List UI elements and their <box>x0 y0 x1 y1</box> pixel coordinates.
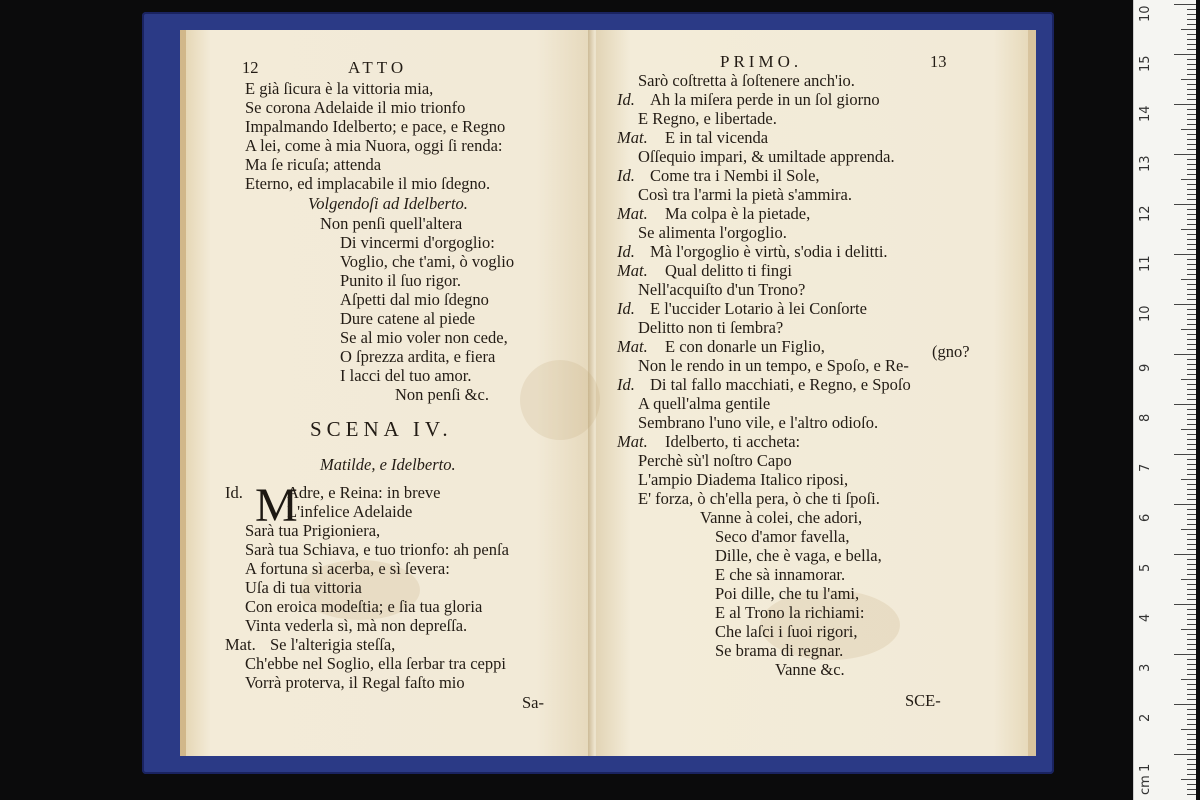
text-line: I lacci del tuo amor. <box>340 366 472 385</box>
ruler-number: 13 <box>1138 155 1153 172</box>
ruler-tick <box>1187 509 1196 510</box>
ruler-tick <box>1174 104 1196 105</box>
text-line: E già ſicura è la vittoria mia, <box>245 79 434 98</box>
ruler-tick <box>1187 274 1196 275</box>
ruler-tick <box>1187 494 1196 495</box>
ruler-tick <box>1187 49 1196 50</box>
ruler-tick <box>1187 194 1196 195</box>
ruler-tick <box>1187 784 1196 785</box>
scene-characters: Matilde, e Idelberto. <box>320 455 456 474</box>
text-line: Perchè sù'l noſtro Capo <box>638 451 792 470</box>
ruler-number: 10 <box>1138 305 1153 322</box>
ruler-tick <box>1187 549 1196 550</box>
text-line: Così tra l'armi la pietà s'ammira. <box>638 185 852 204</box>
ruler-tick <box>1187 744 1196 745</box>
ruler-tick <box>1187 589 1196 590</box>
ruler-tick <box>1187 224 1196 225</box>
ruler-tick <box>1187 294 1196 295</box>
text-line: Punito il ſuo rigor. <box>340 271 462 290</box>
paper-stain <box>520 360 600 440</box>
ruler-tick <box>1187 514 1196 515</box>
ruler-tick <box>1187 189 1196 190</box>
speaker-label: Id. <box>617 242 635 261</box>
ruler-tick <box>1181 229 1196 230</box>
speaker-label: Id. <box>617 375 635 394</box>
ruler-tick <box>1174 604 1196 605</box>
text-line: Mà l'orgoglio è virtù, s'odia i delitti. <box>650 242 888 261</box>
ruler-tick <box>1174 654 1196 655</box>
text-line: E al Trono la richiami: <box>715 603 865 622</box>
speaker-label: Mat. <box>617 432 648 451</box>
ruler-number: 2 <box>1138 713 1153 722</box>
ruler-tick <box>1187 239 1196 240</box>
text-line: Di tal fallo macchiati, e Regno, e Spoſo <box>650 375 911 394</box>
ruler-tick <box>1187 219 1196 220</box>
ruler-tick <box>1187 534 1196 535</box>
text-line: Sembrano l'uno vile, e l'altro odioſo. <box>638 413 879 432</box>
ruler-tick <box>1187 789 1196 790</box>
ruler-tick <box>1187 349 1196 350</box>
text-line: Impalmando Idelberto; e pace, e Regno <box>245 117 506 136</box>
text-line: Vorrà proterva, il Regal faſto mio <box>245 673 465 692</box>
ruler-number: 8 <box>1138 413 1153 422</box>
ruler-tick <box>1174 54 1196 55</box>
ruler-tick <box>1187 544 1196 545</box>
ruler-tick <box>1187 694 1196 695</box>
ruler-tick <box>1181 679 1196 680</box>
text-line: E in tal vicenda <box>665 128 769 147</box>
ruler-tick <box>1187 739 1196 740</box>
ruler-tick <box>1181 129 1196 130</box>
ruler-tick <box>1174 304 1196 305</box>
ruler-tick <box>1187 259 1196 260</box>
ruler-tick <box>1174 554 1196 555</box>
text-line: Non penſi &c. <box>395 385 489 404</box>
ruler-tick <box>1187 409 1196 410</box>
speaker-label: Id. <box>617 90 635 109</box>
text-line: Come tra i Nembi il Sole, <box>650 166 820 185</box>
text-line: E con donarle un Figlio, <box>665 337 825 356</box>
ruler-tick <box>1187 434 1196 435</box>
left-page-number: 12 <box>242 58 259 77</box>
ruler-tick <box>1187 659 1196 660</box>
ruler-tick <box>1187 99 1196 100</box>
drop-cap: M <box>255 479 298 532</box>
ruler-tick <box>1187 689 1196 690</box>
ruler-tick <box>1187 594 1196 595</box>
ruler-tick <box>1187 339 1196 340</box>
ruler-tick <box>1187 564 1196 565</box>
ruler-tick <box>1187 114 1196 115</box>
speaker-label: Mat. <box>617 128 648 147</box>
text-line: A fortuna sì acerba, e sì ſevera: <box>245 559 450 578</box>
text-line: Non penſi quell'altera <box>320 214 463 233</box>
ruler-tick <box>1174 704 1196 705</box>
ruler-tick <box>1187 724 1196 725</box>
ruler-tick <box>1187 759 1196 760</box>
ruler-tick <box>1187 289 1196 290</box>
text-line: Se corona Adelaide il mio trionfo <box>245 98 466 117</box>
text-line: L'ampio Diadema Italico riposi, <box>638 470 849 489</box>
left-running-head: ATTO <box>348 58 408 77</box>
ruler-tick <box>1187 184 1196 185</box>
ruler-number: 10 <box>1138 5 1153 22</box>
ruler-tick <box>1187 714 1196 715</box>
ruler-tick <box>1187 664 1196 665</box>
ruler-tick <box>1187 94 1196 95</box>
measurement-ruler <box>1133 0 1196 800</box>
ruler-tick <box>1174 4 1196 5</box>
ruler-number: 4 <box>1138 613 1153 622</box>
ruler-tick <box>1187 139 1196 140</box>
text-line: Di vincermi d'orgoglio: <box>340 233 495 252</box>
speaker-label: Id. <box>617 299 635 318</box>
text-line: Ah la miſera perde in un ſol giorno <box>650 90 880 109</box>
text-line: Nell'acquiſto d'un Trono? <box>638 280 806 299</box>
right-page-number: 13 <box>930 52 947 71</box>
ruler-tick <box>1181 179 1196 180</box>
ruler-tick <box>1187 794 1196 795</box>
ruler-tick <box>1187 174 1196 175</box>
ruler-tick <box>1187 734 1196 735</box>
ruler-tick <box>1187 539 1196 540</box>
ruler-tick <box>1174 404 1196 405</box>
text-line: O ſprezza ardita, e fiera <box>340 347 496 366</box>
catchword: SCE- <box>905 691 941 710</box>
ruler-tick <box>1187 44 1196 45</box>
text-line: Idelberto, ti accheta: <box>665 432 801 451</box>
ruler-tick <box>1187 369 1196 370</box>
ruler-tick <box>1174 154 1196 155</box>
ruler-tick <box>1187 484 1196 485</box>
text-line: Aſpetti dal mio ſdegno <box>340 290 489 309</box>
ruler-tick <box>1187 59 1196 60</box>
ruler-tick <box>1187 444 1196 445</box>
ruler-tick <box>1187 159 1196 160</box>
ruler-tick <box>1187 169 1196 170</box>
right-running-head: PRIMO. <box>720 52 803 71</box>
text-line: Adre, e Reina: in breve <box>287 483 441 502</box>
ruler-tick <box>1187 324 1196 325</box>
ruler-tick <box>1187 284 1196 285</box>
text-line: Se al mio voler non cede, <box>340 328 508 347</box>
text-line: Seco d'amor favella, <box>715 527 850 546</box>
ruler-tick <box>1187 34 1196 35</box>
ruler-tick <box>1187 134 1196 135</box>
text-line: Delitto non ti ſembra? <box>638 318 784 337</box>
stage-direction: Volgendoſi ad Idelberto. <box>308 194 468 213</box>
ruler-tick <box>1187 249 1196 250</box>
ruler-tick <box>1187 574 1196 575</box>
ruler-tick <box>1187 459 1196 460</box>
ruler-tick <box>1181 529 1196 530</box>
text-line: Uſa di tua vittoria <box>245 578 362 597</box>
ruler-tick <box>1187 569 1196 570</box>
ruler-number: 15 <box>1138 55 1153 72</box>
ruler-tick <box>1187 214 1196 215</box>
ruler-tick <box>1187 774 1196 775</box>
ruler-tick <box>1187 519 1196 520</box>
ruler-tick <box>1187 684 1196 685</box>
ruler-number: 7 <box>1138 463 1153 472</box>
text-line: Qual delitto ti fingi <box>665 261 792 280</box>
ruler-tick <box>1187 19 1196 20</box>
ruler-unit: cm <box>1138 775 1153 795</box>
ruler-tick <box>1187 124 1196 125</box>
ruler-tick <box>1187 464 1196 465</box>
ruler-number: 11 <box>1138 255 1153 272</box>
ruler-tick <box>1174 504 1196 505</box>
text-line: E l'uccider Lotario à lei Conſorte <box>650 299 867 318</box>
ruler-tick <box>1187 414 1196 415</box>
scene-title: SCENA IV. <box>310 417 453 441</box>
text-line: Sarà tua Prigioniera, <box>245 521 381 540</box>
ruler-tick <box>1187 144 1196 145</box>
ruler-tick <box>1187 709 1196 710</box>
text-line: Se brama di regnar. <box>715 641 844 660</box>
speaker-label: Mat. <box>617 261 648 280</box>
text-line: Con eroica modeſtia; e ſia tua gloria <box>245 597 483 616</box>
ruler-tick <box>1174 454 1196 455</box>
speaker-label: Id. <box>617 166 635 185</box>
ruler-tick <box>1187 84 1196 85</box>
ruler-number: 3 <box>1138 663 1153 672</box>
ruler-tick <box>1187 74 1196 75</box>
turnover-text: (gno? <box>932 342 970 361</box>
ruler-tick <box>1187 419 1196 420</box>
text-line: Vanne à colei, che adori, <box>700 508 863 527</box>
ruler-number: 14 <box>1138 105 1153 122</box>
text-line: Eterno, ed implacabile il mio ſdegno. <box>245 174 491 193</box>
text-line: Sarà tua Schiava, e tuo trionfo: ah penſa <box>245 540 509 559</box>
ruler-tick <box>1187 374 1196 375</box>
ruler-number: 12 <box>1138 205 1153 222</box>
ruler-tick <box>1187 699 1196 700</box>
ruler-tick <box>1187 584 1196 585</box>
ruler-tick <box>1187 439 1196 440</box>
ruler-tick <box>1187 449 1196 450</box>
speaker-label: Mat. <box>617 204 648 223</box>
ruler-tick <box>1187 769 1196 770</box>
ruler-tick <box>1181 729 1196 730</box>
text-line: Vinta vederla sì, mà non depreſſa. <box>245 616 468 635</box>
ruler-tick <box>1181 329 1196 330</box>
ruler-tick <box>1187 524 1196 525</box>
ruler-tick <box>1187 619 1196 620</box>
ruler-tick <box>1181 629 1196 630</box>
ruler-tick <box>1187 269 1196 270</box>
ruler-tick <box>1187 149 1196 150</box>
ruler-tick <box>1187 89 1196 90</box>
ruler-tick <box>1187 384 1196 385</box>
text-line: Poi dille, che tu l'ami, <box>715 584 860 603</box>
ruler-tick <box>1187 319 1196 320</box>
ruler-tick <box>1187 24 1196 25</box>
text-line: Ma colpa è la pietade, <box>665 204 811 223</box>
ruler-tick <box>1187 164 1196 165</box>
ruler-tick <box>1187 109 1196 110</box>
ruler-tick <box>1174 204 1196 205</box>
ruler-tick <box>1187 199 1196 200</box>
speaker-label: Mat. <box>225 635 256 654</box>
ruler-tick <box>1181 79 1196 80</box>
ruler-tick <box>1187 69 1196 70</box>
ruler-tick <box>1187 399 1196 400</box>
ruler-number: 1 <box>1138 763 1153 772</box>
ruler-tick <box>1187 39 1196 40</box>
ruler-tick <box>1187 64 1196 65</box>
ruler-tick <box>1187 234 1196 235</box>
text-line: Non le rendo in un tempo, e Spoſo, e Re- <box>638 356 909 375</box>
ruler-tick <box>1187 314 1196 315</box>
ruler-tick <box>1181 779 1196 780</box>
text-line: Dure catene al piede <box>340 309 476 328</box>
ruler-tick <box>1187 649 1196 650</box>
text-line: L'infelice Adelaide <box>287 502 413 521</box>
ruler-tick <box>1187 299 1196 300</box>
ruler-tick <box>1187 674 1196 675</box>
ruler-tick <box>1187 644 1196 645</box>
text-line: Ch'ebbe nel Soglio, ella ſerbar tra ceppi <box>245 654 506 673</box>
text-line: E che sà innamorar. <box>715 565 846 584</box>
ruler-tick <box>1187 489 1196 490</box>
text-line: Voglio, che t'ami, ò voglio <box>340 252 515 271</box>
ruler-tick <box>1181 429 1196 430</box>
ruler-tick <box>1187 469 1196 470</box>
ruler-tick <box>1181 279 1196 280</box>
ruler-tick <box>1187 639 1196 640</box>
text-line: Che laſci i ſuoi rigori, <box>715 622 858 641</box>
ruler-tick <box>1181 579 1196 580</box>
ruler-tick <box>1187 309 1196 310</box>
ruler-tick <box>1181 379 1196 380</box>
text-line: Ma ſe ricuſa; attenda <box>245 155 382 174</box>
ruler-tick <box>1187 394 1196 395</box>
ruler-tick <box>1174 354 1196 355</box>
ruler-tick <box>1187 609 1196 610</box>
ruler-tick <box>1187 559 1196 560</box>
text-line: Sarò coſtretta à ſoſtenere anch'io. <box>638 71 855 90</box>
text-line: E Regno, e libertade. <box>638 109 777 128</box>
ruler-tick <box>1187 719 1196 720</box>
speaker-label: Mat. <box>617 337 648 356</box>
ruler-tick <box>1187 749 1196 750</box>
text-line: Se alimenta l'orgoglio. <box>638 223 787 242</box>
catchword: Sa- <box>522 693 544 712</box>
ruler-tick <box>1187 9 1196 10</box>
ruler-tick <box>1187 614 1196 615</box>
ruler-tick <box>1187 14 1196 15</box>
ruler-tick <box>1187 244 1196 245</box>
ruler-tick <box>1181 29 1196 30</box>
text-line: Dille, che è vaga, e bella, <box>715 546 882 565</box>
ruler-tick <box>1174 754 1196 755</box>
ruler-number: 5 <box>1138 563 1153 572</box>
text-line: A quell'alma gentile <box>638 394 771 413</box>
ruler-tick <box>1187 624 1196 625</box>
text-line: A lei, come à mia Nuora, oggi ſi renda: <box>245 136 503 155</box>
ruler-tick <box>1187 424 1196 425</box>
text-line: Se l'alterigia steſſa, <box>270 635 396 654</box>
ruler-tick <box>1187 334 1196 335</box>
ruler-tick <box>1187 344 1196 345</box>
ruler-tick <box>1187 264 1196 265</box>
ruler-tick <box>1187 119 1196 120</box>
ruler-tick <box>1187 499 1196 500</box>
text-line: Oſſequio impari, & umiltade apprenda. <box>638 147 895 166</box>
ruler-tick <box>1187 634 1196 635</box>
ruler-number: 6 <box>1138 513 1153 522</box>
ruler-tick <box>1187 474 1196 475</box>
text-line: E' forza, ò ch'ella pera, ò che ti ſpoſi. <box>638 489 880 508</box>
ruler-tick <box>1187 209 1196 210</box>
ruler-tick <box>1187 599 1196 600</box>
ruler-tick <box>1187 764 1196 765</box>
ruler-number: 9 <box>1138 363 1153 372</box>
ruler-tick <box>1174 254 1196 255</box>
speaker-label: Id. <box>225 483 243 502</box>
ruler-tick <box>1181 479 1196 480</box>
text-line: Vanne &c. <box>775 660 845 679</box>
ruler-tick <box>1187 364 1196 365</box>
ruler-tick <box>1187 669 1196 670</box>
ruler-tick <box>1187 359 1196 360</box>
ruler-tick <box>1187 389 1196 390</box>
